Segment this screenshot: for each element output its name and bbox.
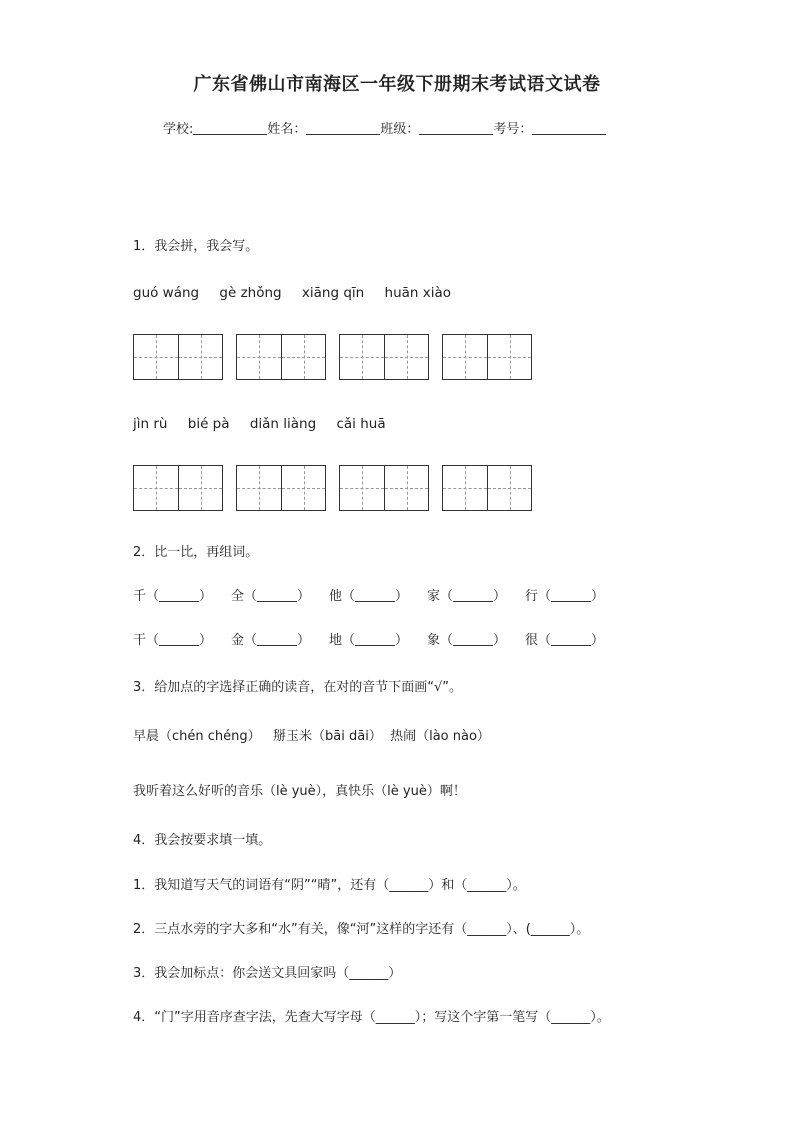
school-label: 学校: [163, 122, 194, 137]
name-label: 姓名： [267, 122, 307, 137]
pinyin-item: guó wáng [133, 285, 200, 301]
word-pair-item[interactable]: 地（ ） [329, 633, 409, 648]
word-pair-item[interactable]: 家（ ） [427, 589, 507, 604]
q1-heading: 1．我会拼，我会写。 [133, 239, 259, 254]
writing-grid-row-1 [133, 334, 545, 380]
q3-heading: 3．给加点的字选择正确的读音，在对的音节下面画“√”。 [133, 680, 463, 695]
word-pair-item[interactable]: 干（ ） [133, 633, 213, 648]
student-info-line [163, 118, 606, 137]
page-title: 广东省佛山市南海区一年级下册期末考试语文试卷 [193, 74, 601, 95]
q4-heading: 4．我会按要求填一填。 [133, 833, 272, 848]
q2-heading: 2．比一比，再组词。 [133, 545, 259, 560]
writing-box-pair[interactable] [236, 465, 326, 511]
number-blank [532, 122, 606, 135]
writing-grid-row-2 [133, 465, 545, 511]
writing-box-pair[interactable] [339, 334, 429, 380]
q1-pinyin-row-2 [133, 416, 402, 432]
writing-box-pair[interactable] [236, 334, 326, 380]
q2-row-1 [133, 585, 623, 604]
q1-pinyin-row-1 [133, 285, 467, 301]
pinyin-item: xiāng qīn [301, 285, 365, 301]
q4-item-1: 1．我知道写天气的词语有“阴”“晴”，还有（______）和（______）。 [133, 878, 526, 893]
word-pair-item[interactable]: 很（ ） [525, 633, 605, 648]
q4-item-2: 2．三点水旁的字大多和“水”有关，像“河”这样的字还有（______）、(______）。 [133, 922, 590, 937]
pinyin-item: huān xiào [384, 285, 452, 301]
word-pair-item[interactable]: 金（ ） [231, 633, 311, 648]
writing-box-pair[interactable] [442, 465, 532, 511]
q4-item-3: 3．我会加标点：你会送文具回家吗（______） [133, 966, 402, 981]
class-label: 班级： [380, 122, 420, 137]
number-label: 考号： [493, 122, 533, 137]
word-pair-item[interactable]: 行（ ） [525, 589, 605, 604]
word-pair-item[interactable]: 他（ ） [329, 589, 409, 604]
writing-box-pair[interactable] [339, 465, 429, 511]
q3-line-2: 我听着这么好听的音乐（lè yuè），真快乐（lè yuè）啊！ [133, 784, 466, 799]
name-blank [306, 122, 380, 135]
word-pair-item[interactable]: 千（ ） [133, 589, 213, 604]
school-blank [193, 122, 267, 135]
q4-item-4: 4．“门”字用音序查字法，先查大写字母（______）；写这个字第一笔写（______）。 [133, 1010, 610, 1025]
pinyin-item: bié pà [187, 416, 230, 432]
word-pair-item[interactable]: 全（ ） [231, 589, 311, 604]
pinyin-item: gè zhǒng [219, 285, 282, 301]
pinyin-item: diǎn liàng [249, 416, 317, 432]
word-pair-item[interactable]: 象（ ） [427, 633, 507, 648]
writing-box-pair[interactable] [133, 334, 223, 380]
pinyin-item: cǎi huā [336, 416, 386, 432]
pinyin-item: jìn rù [133, 416, 168, 432]
writing-box-pair[interactable] [442, 334, 532, 380]
writing-box-pair[interactable] [133, 465, 223, 511]
q2-row-2 [133, 629, 623, 648]
q3-line-1: 早晨（chén chéng） 掰玉米（bāi dāi） 热闹（lào nào） [133, 729, 490, 744]
class-blank [419, 122, 493, 135]
